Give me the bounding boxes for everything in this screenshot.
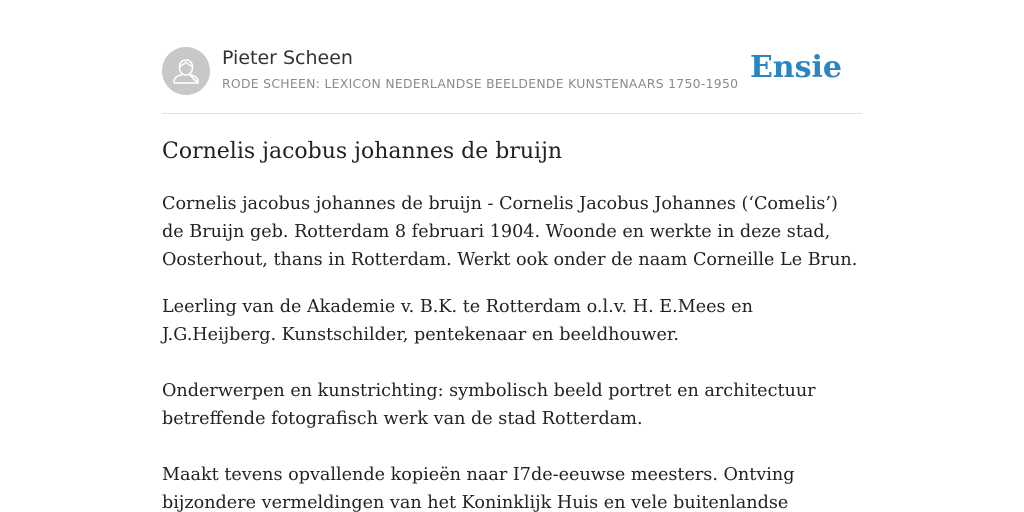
- article-paragraph: Leerling van de Akademie v. B.K. te Rotterdam o.l.v. H. E.Mees en J.G.Heijberg. Kunstschilder, pentekenaar en beeldhouwer.: [162, 297, 753, 345]
- divider: [162, 113, 862, 114]
- user-placeholder-icon: [162, 47, 210, 95]
- source-title[interactable]: RODE SCHEEN: LEXICON NEDERLANDSE BEELDENDE KUNSTENAARS 1750-1950: [222, 76, 739, 91]
- avatar[interactable]: [162, 47, 210, 95]
- article-paragraph: Cornelis jacobus johannes de bruijn - Cornelis Jacobus Johannes (‘Comelis’) de Bruijn geb. Rotterdam 8 februari 1904. Woonde en werkte in deze stad, Oosterhout, thans in Rotterdam. Werkt ook onder de naam Corneille Le Brun.: [162, 194, 858, 270]
- brand-logo[interactable]: Ensie: [749, 50, 842, 85]
- article-title: Cornelis jacobus johannes de bruijn: [162, 139, 563, 164]
- header: [162, 47, 862, 97]
- author-name[interactable]: Pieter Scheen: [222, 47, 353, 69]
- article-paragraph: Onderwerpen en kunstrichting: symbolisch beeld portret en architectuur betreffende fotografisch werk van de stad Rotterdam.: [162, 381, 816, 429]
- article-paragraph: Maakt tevens opvallende kopieën naar I7de-eeuwse meesters. Ontving bijzondere vermeldingen van het Koninklijk Huis en vele buitenlandse: [162, 465, 795, 512]
- article: [162, 137, 862, 512]
